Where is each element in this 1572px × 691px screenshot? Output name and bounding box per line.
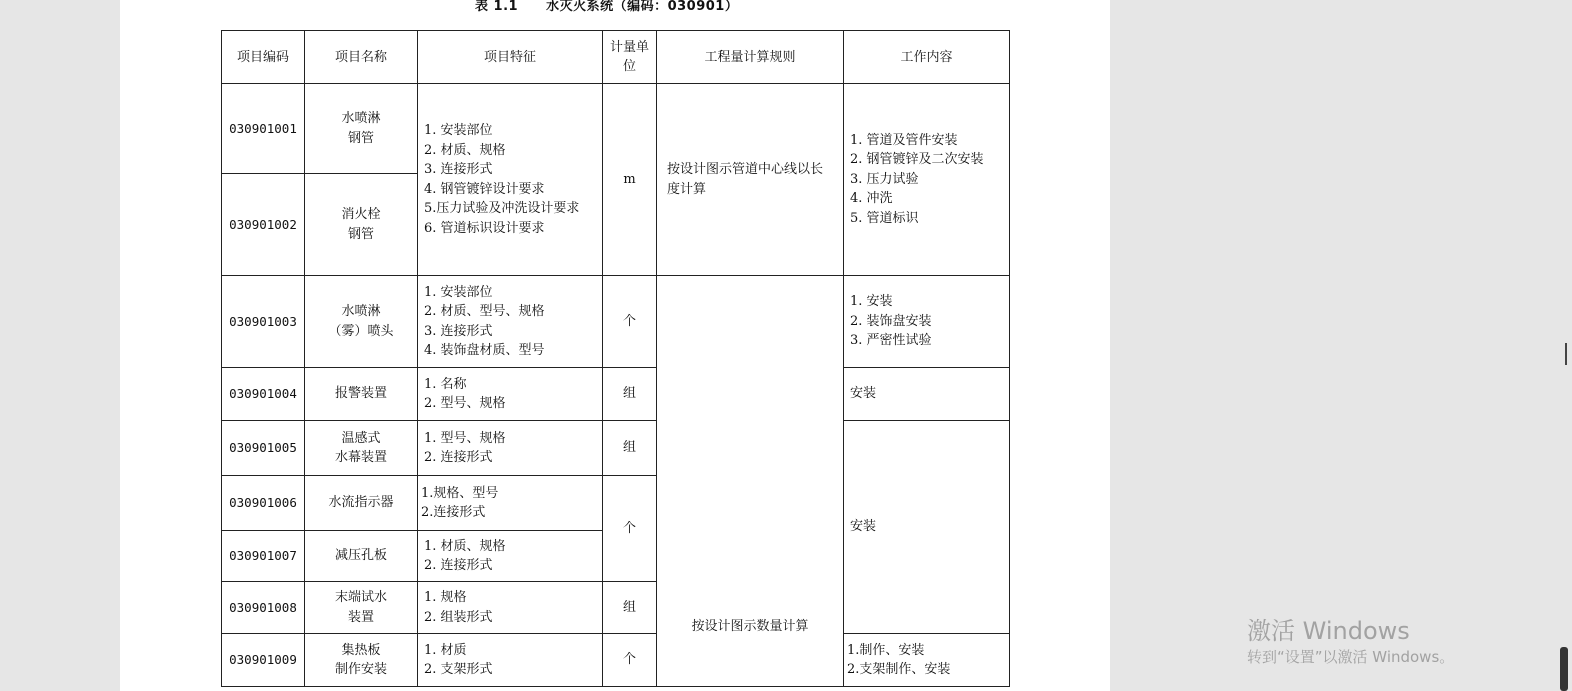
item-features: 1. 材质、规格 2. 连接形式 — [418, 531, 603, 582]
item-name: 温感式 水幕装置 — [305, 421, 418, 476]
table-row — [222, 368, 1010, 421]
window-edge-marker — [1565, 343, 1567, 365]
item-unit: m — [603, 84, 657, 276]
item-unit: 组 — [603, 421, 657, 476]
item-unit: 个 — [603, 634, 657, 687]
scrollbar-thumb[interactable] — [1560, 647, 1568, 691]
calculation-rule: 按设计图示管道中心线以长度计算 — [657, 84, 844, 276]
item-unit: 个 — [603, 276, 657, 368]
work-content: 安装 — [844, 421, 1010, 634]
item-unit: 组 — [603, 368, 657, 421]
caption-title: 水灭火系统（编码：030901） — [546, 0, 739, 14]
item-code: 030901002 — [222, 174, 305, 276]
item-code: 030901005 — [222, 421, 305, 476]
item-code: 030901004 — [222, 368, 305, 421]
item-code: 030901009 — [222, 634, 305, 687]
item-features: 1.规格、型号 2.连接形式 — [418, 476, 603, 531]
item-code: 030901006 — [222, 476, 305, 531]
item-unit: 个 — [603, 476, 657, 582]
windows-activation-watermark — [1247, 616, 1454, 668]
item-name: 报警装置 — [305, 368, 418, 421]
watermark-subtitle: 转到“设置”以激活 Windows。 — [1247, 648, 1455, 666]
item-name: 集热板 制作安装 — [305, 634, 418, 687]
item-code: 030901008 — [222, 582, 305, 634]
item-code: 030901001 — [222, 84, 305, 174]
table-row — [222, 634, 1010, 687]
work-content: 1. 管道及管件安装 2. 钢管镀锌及二次安装 3. 压力试验 4. 冲洗 5. 管道标识 — [844, 84, 1010, 276]
table-row — [222, 84, 1010, 174]
header-features: 项目特征 — [418, 31, 603, 84]
caption-number: 表 1.1 — [475, 0, 519, 14]
item-code: 030901003 — [222, 276, 305, 368]
item-name: 减压孔板 — [305, 531, 418, 582]
table-row — [222, 421, 1010, 476]
item-name: 消火栓 钢管 — [305, 174, 418, 276]
item-code: 030901007 — [222, 531, 305, 582]
work-content: 安装 — [844, 368, 1010, 421]
header-name: 项目名称 — [305, 31, 418, 84]
table-caption — [475, 0, 738, 13]
item-name: 水流指示器 — [305, 476, 418, 531]
item-features: 1. 型号、规格 2. 连接形式 — [418, 421, 603, 476]
item-name: 末端试水 装置 — [305, 582, 418, 634]
calculation-rule: 按设计图示数量计算 — [657, 276, 844, 687]
item-name: 水喷淋 钢管 — [305, 84, 418, 174]
item-features: 1. 规格 2. 组装形式 — [418, 582, 603, 634]
header-work: 工作内容 — [844, 31, 1010, 84]
item-features: 1. 名称 2. 型号、规格 — [418, 368, 603, 421]
item-features: 1. 安装部位 2. 材质、型号、规格 3. 连接形式 4. 装饰盘材质、型号 — [418, 276, 603, 368]
work-content: 1. 安装 2. 装饰盘安装 3. 严密性试验 — [844, 276, 1010, 368]
watermark-title: 激活 Windows — [1247, 617, 1410, 645]
header-unit: 计量单位 — [603, 31, 657, 84]
item-unit: 组 — [603, 582, 657, 634]
work-content: 1.制作、安装 2.支架制作、安装 — [844, 634, 1010, 687]
header-rule: 工程量计算规则 — [657, 31, 844, 84]
item-features: 1. 安装部位 2. 材质、规格 3. 连接形式 4. 钢管镀锌设计要求 5.压力试验及冲洗设计要求 6. 管道标识设计要求 — [418, 84, 603, 276]
header-code: 项目编码 — [222, 31, 305, 84]
item-features: 1. 材质 2. 支架形式 — [418, 634, 603, 687]
table-row — [222, 276, 1010, 368]
bill-of-quantities-table — [221, 30, 1010, 687]
table-header-row — [222, 31, 1010, 84]
item-name: 水喷淋 （雾）喷头 — [305, 276, 418, 368]
